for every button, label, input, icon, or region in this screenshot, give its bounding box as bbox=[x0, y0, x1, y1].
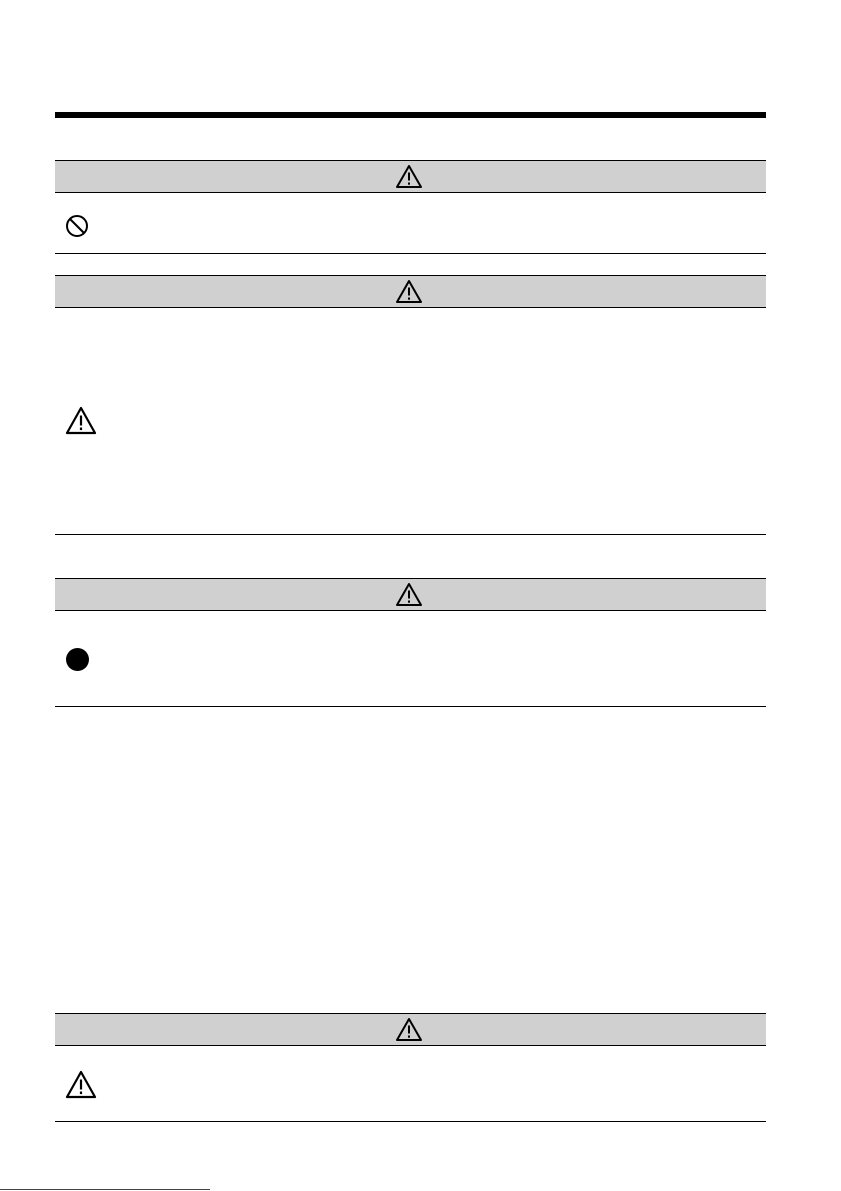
section-header-bar bbox=[55, 160, 766, 193]
warning-triangle-icon bbox=[65, 406, 97, 435]
section-header-bar bbox=[55, 1013, 766, 1046]
section-body bbox=[55, 308, 766, 535]
safety-section-caution bbox=[55, 1013, 766, 1123]
top-heading-rule bbox=[55, 112, 766, 118]
warning-triangle-icon bbox=[395, 1017, 423, 1042]
section-header-bar bbox=[55, 578, 766, 611]
warning-triangle-icon bbox=[395, 582, 423, 607]
section-body bbox=[55, 1046, 766, 1122]
section-header-bar bbox=[55, 275, 766, 308]
mandatory-action-icon bbox=[65, 647, 90, 672]
warning-triangle-icon bbox=[395, 279, 423, 304]
safety-section-mandatory bbox=[55, 578, 766, 708]
warning-triangle-icon bbox=[65, 1070, 97, 1099]
safety-section-prohibition bbox=[55, 160, 766, 255]
footer-rule bbox=[0, 1189, 210, 1190]
safety-section-warning bbox=[55, 275, 766, 536]
prohibition-icon bbox=[65, 214, 89, 238]
section-body bbox=[55, 193, 766, 254]
warning-triangle-icon bbox=[395, 164, 423, 189]
section-body bbox=[55, 611, 766, 707]
